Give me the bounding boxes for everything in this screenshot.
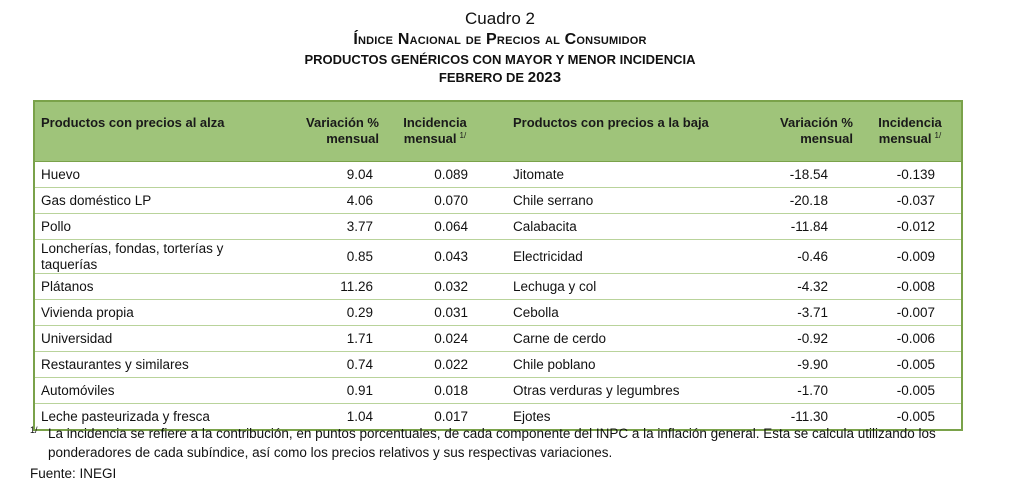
header-down-variation: Variación % mensual <box>780 115 853 146</box>
table-row <box>35 162 961 188</box>
down-variation: -11.30 <box>790 409 828 424</box>
cuadro-label: Cuadro 2 <box>465 9 535 28</box>
up-variation: 11.26 <box>340 279 373 294</box>
up-incidence: 0.022 <box>434 357 468 372</box>
period-label: FEBRERO DE <box>438 70 525 85</box>
up-incidence: 0.017 <box>434 409 468 424</box>
up-variation: 4.06 <box>346 193 373 208</box>
up-incidence: 0.070 <box>434 193 468 208</box>
down-incidence: -0.139 <box>896 167 935 182</box>
incidence-table <box>33 100 963 431</box>
up-variation: 9.04 <box>346 167 373 182</box>
up-incidence: 0.043 <box>434 249 468 264</box>
table-header <box>35 102 961 162</box>
down-incidence: -0.005 <box>896 357 935 372</box>
up-product-name: Huevo <box>41 166 81 182</box>
up-variation: 0.91 <box>346 383 373 398</box>
header-down-incidence <box>865 115 955 147</box>
period <box>0 69 1000 87</box>
down-incidence: -0.009 <box>896 249 935 264</box>
up-variation: 1.71 <box>346 331 373 346</box>
down-product-name: Otras verduras y legumbres <box>513 383 680 398</box>
up-product-name: Automóviles <box>41 382 115 398</box>
up-incidence: 0.032 <box>434 279 468 294</box>
down-variation: -9.90 <box>797 357 828 372</box>
table-body <box>35 162 961 429</box>
down-variation: -18.54 <box>789 167 828 182</box>
table-row <box>35 214 961 240</box>
footnote-mark: 1/ <box>30 425 38 435</box>
up-product-name: Pollo <box>41 218 72 234</box>
down-variation: -1.70 <box>797 383 828 398</box>
main-title: Índice Nacional de Precios al Consumidor <box>353 31 647 48</box>
header-up-products: Productos con precios al alza <box>41 115 225 130</box>
down-product-name: Jitomate <box>513 167 565 182</box>
down-product-name: Carne de cerdo <box>513 331 607 346</box>
footnote-text-block <box>30 424 980 462</box>
down-product-name: Chile serrano <box>513 193 594 208</box>
down-variation: -4.32 <box>797 279 828 294</box>
down-incidence: -0.037 <box>896 193 935 208</box>
header-up-variation: Variación % mensual <box>306 115 379 146</box>
down-incidence: -0.005 <box>896 383 935 398</box>
up-incidence: 0.018 <box>434 383 468 398</box>
down-variation: -0.92 <box>797 331 828 346</box>
header-down-products: Productos con precios a la baja <box>513 115 709 130</box>
up-incidence: 0.031 <box>434 305 468 320</box>
down-product-name: Calabacita <box>513 219 577 234</box>
down-incidence: -0.012 <box>896 219 935 234</box>
up-product-name: Leche pasteurizada y fresca <box>41 408 210 424</box>
table-row <box>35 326 961 352</box>
header-up-incidence <box>390 115 480 147</box>
table-row <box>35 240 961 274</box>
header-down-incidence-label: Incidencia mensual <box>878 115 942 146</box>
table-titles <box>0 8 1000 87</box>
down-variation: -11.84 <box>790 219 828 234</box>
up-variation: 1.04 <box>346 409 373 424</box>
up-variation: 0.85 <box>346 249 373 264</box>
up-variation: 0.29 <box>346 305 373 320</box>
table-row <box>35 300 961 326</box>
up-product-name: Loncherías, fondas, torterías y taquerías <box>41 240 224 272</box>
up-product-name: Gas doméstico LP <box>41 192 152 208</box>
down-variation: -20.18 <box>789 193 828 208</box>
up-product-name: Plátanos <box>41 278 94 294</box>
down-product-name: Ejotes <box>513 409 551 424</box>
down-incidence: -0.006 <box>896 331 935 346</box>
table-row <box>35 352 961 378</box>
footnote <box>30 424 980 462</box>
down-variation: -0.46 <box>797 249 828 264</box>
down-incidence: -0.005 <box>896 409 935 424</box>
table-row <box>35 274 961 300</box>
subtitle: PRODUCTOS GENÉRICOS CON MAYOR Y MENOR INCIDENCIA <box>304 52 696 67</box>
header-up-incidence-label: Incidencia mensual <box>403 115 467 146</box>
down-product-name: Lechuga y col <box>513 279 597 294</box>
header-down-incidence-mark: 1/ <box>934 131 942 140</box>
down-variation: -3.71 <box>797 305 828 320</box>
period-year: 2023 <box>527 69 562 86</box>
table-row <box>35 188 961 214</box>
up-variation: 0.74 <box>346 357 373 372</box>
footnote-text: La incidencia se refiere a la contribución, en puntos porcentuales, de cada componente del INPC a la inflación general. Esta se calcula utilizando los ponderadores de cada subíndice, así como los precios relativos y sus respectivas variaciones. <box>48 426 936 460</box>
up-product-name: Vivienda propia <box>41 304 134 320</box>
up-product-name: Universidad <box>41 330 113 346</box>
down-incidence: -0.008 <box>896 279 935 294</box>
up-incidence: 0.089 <box>434 167 468 182</box>
up-variation: 3.77 <box>346 219 373 234</box>
down-product-name: Cebolla <box>513 305 559 320</box>
source-note: Fuente: INEGI <box>30 466 117 481</box>
table-row <box>35 378 961 404</box>
down-product-name: Electricidad <box>513 249 583 264</box>
up-incidence: 0.024 <box>434 331 468 346</box>
header-up-incidence-mark: 1/ <box>459 131 467 140</box>
down-product-name: Chile poblano <box>513 357 596 372</box>
down-incidence: -0.007 <box>896 305 935 320</box>
up-incidence: 0.064 <box>434 219 468 234</box>
up-product-name: Restaurantes y similares <box>41 356 189 372</box>
